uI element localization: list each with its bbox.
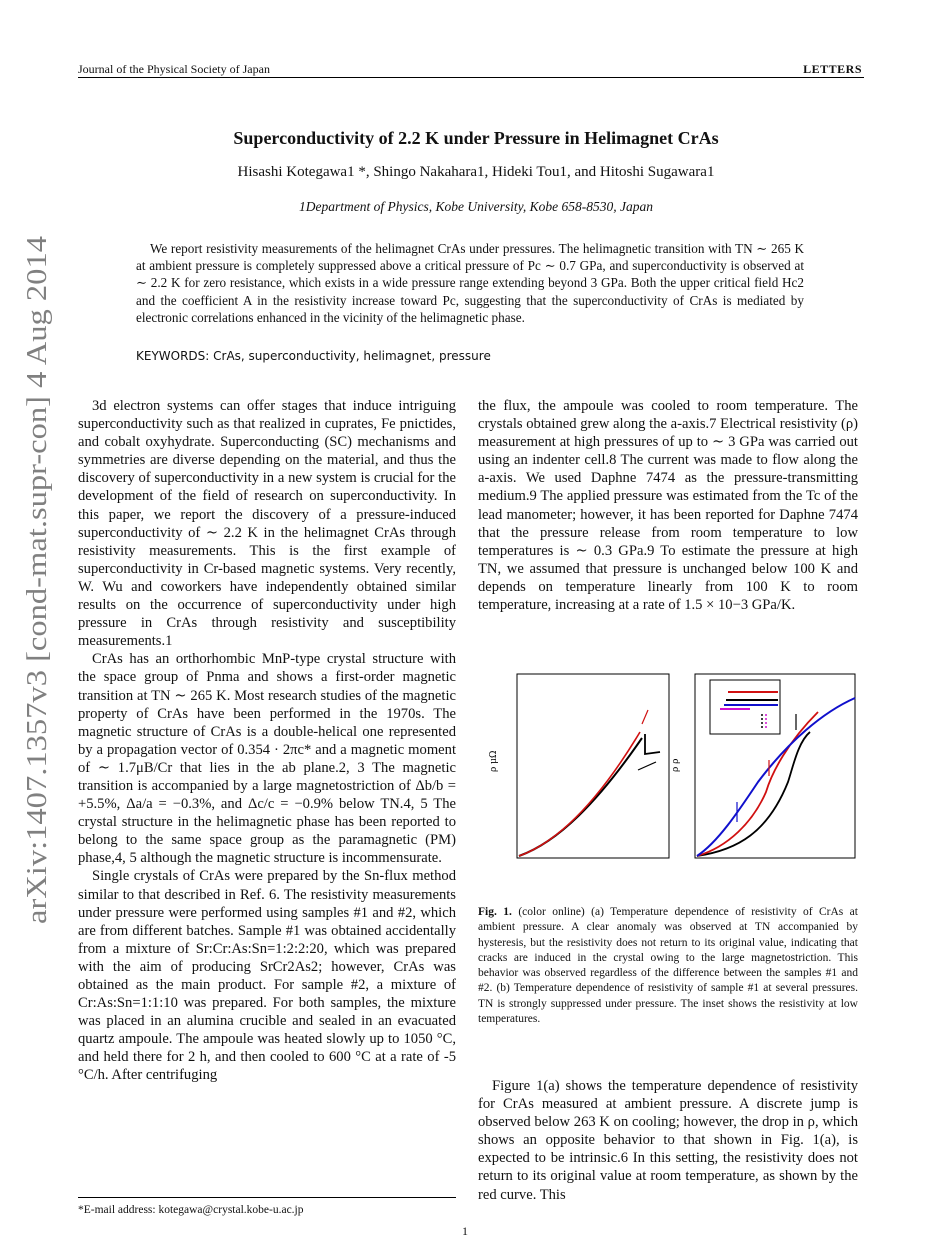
- paragraph-intro: 3d electron systems can offer stages that induce intriguing superconductivity such as that realized in cuprates, Fe pnictides, and cobalt oxyhydrate. Superconducting (SC) mechanisms and symmetries are diverse depending on the material, and thus the discovery of superconductivity in a new system is crucial for the development of the field of research on superconductivity. In this paper, we report the discovery of a pressure-induced superconductivity of ∼ 2.2 K in the helimagnet CrAs through resistivity measurements. This is the first example of superconductivity in Cr-based magnetic systems. Very recently, W. Wu and coworkers have independently obtained similar results on the occurrence of superconductivity under high pressure in CrAs through resistivity and susceptibility measurements.1: [78, 398, 456, 650]
- header-rule: [78, 77, 864, 78]
- arxiv-stamp: [2, 234, 56, 924]
- paragraph-results: Figure 1(a) shows the temperature dependence of resistivity for CrAs measured at ambient pressure. A discrete jump is observed below 263 K on cooling; however, the drop in ρ, which shows an opposite behavior to that shown in Fig. 1(a), is expected to be intrinsic.6 In this setting, the resistivity does not return to its original value at room temperature, as shown by the red curve. This: [478, 1078, 858, 1203]
- figure-caption: [478, 905, 858, 1027]
- panel-a-red-arrow: [642, 710, 648, 724]
- article-type: LETTERS: [803, 62, 862, 76]
- arxiv-stamp-text: arXiv:1407.1357v3 [cond-mat.supr-con] 4 Aug 2014: [21, 310, 53, 924]
- panel-a-red-curve: [519, 732, 640, 856]
- panel-b-ylabel: ρ ρ: [671, 758, 681, 772]
- right-column-bottom: [478, 1077, 858, 1204]
- affiliation: 1Department of Physics, Kobe University, Kobe 658-8530, Japan: [299, 199, 653, 214]
- journal-name: Journal of the Physical Society of Japan: [78, 62, 270, 76]
- footnote-rule: [78, 1197, 456, 1198]
- panel-a-ylabel: ρ μΩ: [489, 750, 499, 772]
- caption-label: Fig. 1.: [478, 906, 512, 918]
- left-column: [78, 397, 456, 1085]
- paragraph-methods: the flux, the ampoule was cooled to room temperature. The crystals obtained grew along the a-axis.7 Electrical resistivity (ρ) measurement at high pressures of up to ∼ 3 GPa was carried out using an indenter cell.8 The current was made to flow along the a-axis. We used Daphne 7474 as the pressure-transmitting medium.9 The applied pressure was estimated from the Tc of the lead manometer; however, it has been reported for Daphne 7474 that the pressure release from room temperature to low temperatures is ∼ 0.3 GPa.9 To estimate the pressure at high TN, we assumed that pressure is unchanged below 100 K and depends on temperature linearly from 100 K to room temperature, increasing at a rate of 1.5 × 10−3 GPa/K.: [478, 398, 858, 614]
- keywords: KEYWORDS: CrAs, superconductivity, helimagnet, pressure: [136, 349, 491, 363]
- caption-text: (color online) (a) Temperature dependence of resistivity of CrAs at ambient pressure. A clear anomaly was observed at TN accompanied by hysteresis, but the resistivity does not return to its original value, indicating that cracks are induced in the crystal owing to the large magnetostriction. This behavior was observed regardless of the difference between the samples #1 and #2. (b) Temperature dependence of resistivity of sample #1 at several pressures. TN is strongly suppressed under pressure. The inset shows the resistivity at low temperatures.: [478, 906, 858, 1026]
- author-list: Hisashi Kotegawa1 *, Shingo Nakahara1, Hideki Tou1, and Hitoshi Sugawara1: [237, 164, 715, 180]
- right-column-top: [478, 397, 858, 614]
- page-number: 1: [462, 1224, 468, 1238]
- panel-a-black-arrow: [638, 762, 656, 770]
- panel-a-black-curve: [519, 738, 642, 856]
- figure-1: [488, 672, 860, 868]
- paragraph-structure: CrAs has an orthorhombic MnP-type crystal structure with the space group of Pnma and shows a first-order magnetic transition at TN ∼ 265 K. Most research studies of the magnetic property of CrAs have been performed in the 1970s. The magnetic structure of CrAs is a double-helical one represented by a propagation vector of 0.354 · 2πc* and a magnetic moment of ∼ 1.7μB/Cr that lies in the ab plane.2, 3 The magnetic transition is accompanied by a large magnetostriction of Δb/b = +5.5%, Δa/a = −0.3%, and Δc/c = −0.9% below TN.4, 5 The crystal structure in the helimagnetic phase has been reported to belong to the same space group as the paramagnetic (PM) phase,4, 5 although the magnetic structure is incommensurate.: [78, 651, 456, 867]
- panel-b-black-curve: [697, 732, 810, 856]
- abstract: We report resistivity measurements of the helimagnet CrAs under pressures. The helimagnetic transition with TN ∼ 265 K at ambient pressure is completely suppressed above a critical pressure of Pc ∼ 0.7 GPa, and superconductivity is observed at ∼ 2.2 K for zero resistance, which exists in a wide pressure range extending beyond 3 GPa. Both the upper critical field Hc2 and the coefficient A in the resistivity increase toward Pc, suggesting that the superconductivity of CrAs is mediated by electronic correlations enhanced in the vicinity of the helimagnetic phase.: [136, 241, 804, 325]
- panel-a-jump: [645, 734, 660, 754]
- footnote-email: *E-mail address: kotegawa@crystal.kobe-u.ac.jp: [78, 1204, 304, 1216]
- paper-title: Superconductivity of 2.2 K under Pressure in Helimagnet CrAs: [233, 128, 719, 148]
- paragraph-samples: Single crystals of CrAs were prepared by the Sn-flux method similar to that described in Ref. 6. The resistivity measurements under pressure were performed using samples #1 and #2, which are from different batches. Sample #1 was obtained accidentally from a mixture of Sr:Cr:As:Sn=1:2:2:20, which was prepared with the aim of producing SrCr2As2; however, CrAs was obtained as the main product. For sample #2, a mixture of Cr:As:Sn=1:1:10 was prepared. For both samples, the mixture was placed in an alumina crucible and sealed in an evacuated quartz ampoule. The ampoule was heated slowly up to 1050 °C, and held there for 2 h, and then cooled to 600 °C at a rate of -5 °C/h. After centrifuging: [78, 868, 456, 1084]
- panel-b-inset: [710, 680, 780, 734]
